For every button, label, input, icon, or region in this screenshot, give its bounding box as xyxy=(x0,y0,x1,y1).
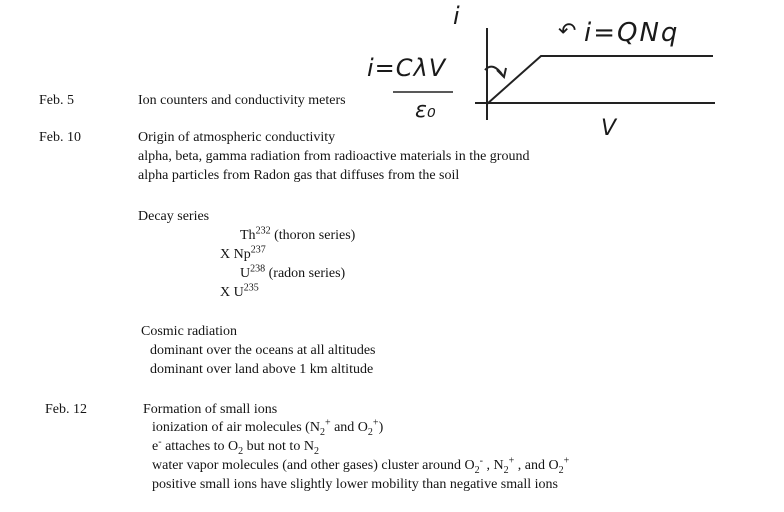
decay-item-u238: $U^{238}$ (radon series) xyxy=(240,263,346,281)
linear-formula-denominator: ε₀ xyxy=(415,98,436,123)
iv-curve xyxy=(487,56,713,104)
feb12-line4: positive small ions have slightly lower mobility than negative small ions xyxy=(152,477,558,492)
cosmic-title: Cosmic radiation xyxy=(141,324,238,339)
date-feb5: Feb. 5 xyxy=(39,93,74,108)
decay-item-np237: X Np$^{237}$ xyxy=(220,244,266,262)
feb10-line1: alpha, beta, gamma radiation from radioactive materials in the ground xyxy=(138,149,530,164)
feb10-line2: alpha particles from Radon gas that diffuses from the soil xyxy=(138,168,460,183)
axis-i-label: i xyxy=(453,2,460,30)
feb12-line2: e- attaches to $O_2$ but not to $N_2$ xyxy=(152,436,319,457)
date-feb12: Feb. 12 xyxy=(45,402,87,417)
decay-item-th232: Th$^{232}$ (thoron series) xyxy=(240,225,356,243)
cosmic-line1: dominant over the oceans at all altitudes xyxy=(150,343,376,358)
decay-series-title: Decay series xyxy=(138,209,210,224)
arrow-symbol: ↶ xyxy=(558,19,577,44)
title-feb5: Ion counters and conductivity meters xyxy=(138,93,346,108)
feb12-line3: water vapor molecules (and other gases) cluster around $O_2^-$ , $N_2^+$ , and $O_2^+$ xyxy=(152,455,570,476)
date-feb10: Feb. 10 xyxy=(39,130,81,145)
cosmic-line2: dominant over land above 1 km altitude xyxy=(150,362,374,377)
saturation-formula: i=QNq xyxy=(584,18,680,48)
feb12-line1: ionization of air molecules ($N_2^+$ and $O_2^+$) xyxy=(152,417,384,438)
axis-v-label: V xyxy=(601,116,617,141)
decay-item-u235: X $U^{235}$ xyxy=(220,282,259,300)
title-feb12: Formation of small ions xyxy=(143,402,278,417)
linear-formula-numerator: i=CλV xyxy=(367,54,447,82)
title-feb10: Origin of atmospheric conductivity xyxy=(138,130,336,145)
